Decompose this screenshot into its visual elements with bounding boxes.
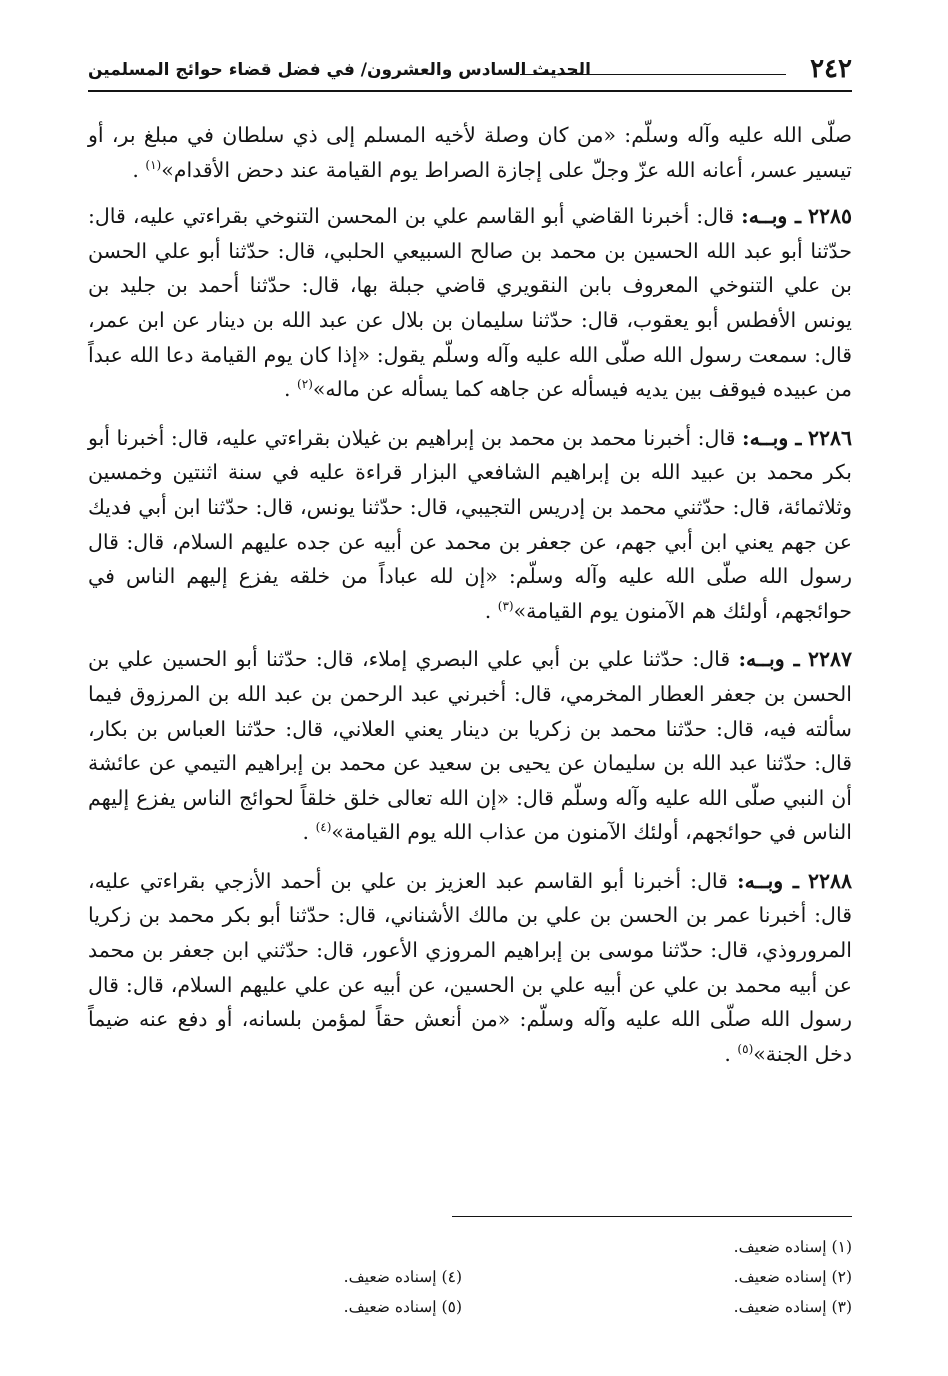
page-header — [88, 52, 852, 92]
footnote-text: إسناده ضعيف. — [733, 1238, 827, 1256]
paragraph-text: قال: أخبرنا محمد بن محمد بن إبراهيم بن غيلان بقراءتي عليه، قال: أخبرنا أبو بكر محمد بن عبيد الله بن إبراهيم الشافعي البزار قراءة عليه في سنة اثنتين وخمسين وثلاثمائة، قال: حدّثني محمد بن إدريس التجيبي، قال: حدّثنا يونس، قال: حدّثنا ابن أبي فديك عن جهم يعني ابن أبي جهم، عن جعفر بن محمد عن أبيه عن جده عليهم السلام، قال: قال رسول الله صلّى الله عليه وآله وسلّم: «إن لله عباداً من خلقه يفزع إليهم الناس في حوائجهم، أولئك هم الآمنون يوم القيامة» — [88, 425, 852, 623]
main-text — [88, 118, 852, 1085]
footnote-ref-1[interactable]: (١) — [145, 157, 162, 172]
footnote-2 — [734, 1262, 852, 1292]
footnote-ref-3[interactable]: (٣) — [497, 598, 514, 613]
paragraph-text: قال: أخبرنا القاضي أبو القاسم علي بن المحسن التنوخي بقراءتي عليه، قال: حدّثنا أبو عبد الله الحسين بن محمد بن صالح السبيعي الحلبي، قال: حدّثنا أبو علي الحسن بن علي التنوخي المعروف بابن النقويري قاضي جبلة بها، قال: حدّثنا أحمد بن جليد بن يونس الأفطس أبو يعقوب، قال: حدّثنا سليمان بن بلال عن عبد الله بن دينار عن ابن عمر، قال: سمعت رسول الله صلّى الله عليه وآله وسلّم يقول: «إذا كان يوم القيامة دعا الله عبداً من عبيده فيوقف بين يديه فيسأله عن جاهه كما يسأله عن ماله» — [88, 204, 852, 402]
footnote-5 — [344, 1292, 462, 1322]
footnote-text: إسناده ضعيف. — [343, 1298, 437, 1316]
footnote-text: إسناده ضعيف. — [343, 1268, 437, 1286]
footnote-1 — [734, 1232, 852, 1262]
paragraph-continuation: صلّى الله عليه وآله وسلّم: «من كان وصلة لأخيه المسلم إلى ذي سلطان في مبلغ بر، أو تيسير عسر، أعانه الله عزّ وجلّ على إجازة الصراط يوم القيامة عند دحض الأقدام»$^{(١)}$ . — [88, 123, 852, 182]
footnote-marker: (٥) — [441, 1298, 462, 1316]
hadith-lead: ـ وبــه: — [742, 425, 802, 450]
footnote-3 — [734, 1292, 852, 1322]
footnote-ref-4[interactable]: (٤) — [315, 820, 332, 835]
hadith-lead: ـ وبــه: — [737, 868, 799, 893]
paragraph-text: قال: حدّثنا علي بن أبي علي البصري إملاء، قال: حدّثنا أبو الحسين علي بن الحسن بن جعفر العطار المخرمي، قال: أخبرني عبد الرحمن بن عبد الله بن المرزوق فيما سألته فيه، قال: حدّثنا محمد بن زكريا بن دينار يعني العلاني، قال: حدّثنا العباس بن بكار، قال: حدّثنا عبد الله بن سليمان عن يحيى بن سعيد عن محمد بن إبراهيم التيمي عن عائشة أن النبي صلّى الله عليه وآله وسلّم قال: «إن الله تعالى خلق خلقاً لحوائج الناس يفزع إليهم الناس في حوائجهم، أولئك الآمنون من عذاب الله يوم القيامة» — [88, 647, 852, 845]
footnote-marker: (١) — [831, 1238, 852, 1256]
footnote-4 — [344, 1262, 462, 1292]
footnote-marker: (٤) — [441, 1268, 462, 1286]
footnote-separator — [452, 1216, 852, 1217]
footnote-text: إسناده ضعيف. — [733, 1268, 827, 1286]
running-title: الحديث السادس والعشرون/ في فضل قضاء حوائج المسلمين — [88, 60, 591, 80]
hadith-lead: ـ وبــه: — [741, 204, 801, 229]
footnotes — [88, 1232, 852, 1324]
page-number: ٢٤٢ — [810, 54, 852, 84]
footnote-ref-5[interactable]: (٥) — [737, 1042, 754, 1057]
hadith-2287: ٢٢٨٧ ـ وبــه: قال: حدّثنا علي بن أبي علي البصري إملاء، قال: حدّثنا أبو الحسين علي بن الحسن بن جعفر العطار المخرمي، قال: أخبرني عبد الرحمن بن عبد الله بن المرزوق فيما سألته فيه، قال: حدّثنا محمد بن زكريا بن دينار يعني العلاني، قال: حدّثنا العباس بن بكار، قال: حدّثنا عبد الله بن سليمان عن يحيى بن سعيد عن محمد بن إبراهيم التيمي عن عائشة أن النبي صلّى الله عليه وآله وسلّم قال: «إن الله تعالى خلق خلقاً لحوائج الناس يفزع إليهم الناس في حوائجهم، أولئك الآمنون من عذاب الله يوم القيامة»$^{(٤)}$ . — [88, 647, 852, 845]
paragraph-text: قال: أخبرنا أبو القاسم عبد العزيز بن علي بن أحمد الأزجي بقراءتي عليه، قال: أخبرنا عمر بن الحسن بن علي بن مالك الأشناني، قال: حدّثنا أبو بكر محمد بن زكريا المروروذي، قال: حدّثنا موسى بن إبراهيم المروزي الأعور، قال: حدّثني ابن جعفر بن محمد عن أبيه محمد بن علي عن أبيه علي بن الحسين، عن أبيه عن علي عليهم السلام، قال: قال رسول الله صلّى الله عليه وآله وسلّم: «من أنعش حقاً لمؤمن بلسانه، أو دفع عنه ضيماً دخل الجنة» — [88, 868, 852, 1066]
hadith-number: ٢٢٨٧ — [807, 647, 852, 672]
paragraph-text: صلّى الله عليه وآله وسلّم: «من كان وصلة لأخيه المسلم إلى ذي سلطان في مبلغ بر، أو تيسير عسر، أعانه الله عزّ وجلّ على إجازة الصراط يوم القيامة عند دحض الأقدام» — [88, 123, 852, 182]
hadith-2285: ٢٢٨٥ ـ وبــه: قال: أخبرنا القاضي أبو القاسم علي بن المحسن التنوخي بقراءتي عليه، قال: حدّثنا أبو عبد الله الحسين بن محمد بن صالح السبيعي الحلبي، قال: حدّثنا أبو علي الحسن بن علي التنوخي المعروف بابن النقويري قاضي جبلة بها، قال: حدّثنا أحمد بن جليد بن يونس الأفطس أبو يعقوب، قال: حدّثنا سليمان بن بلال عن عبد الله بن دينار عن ابن عمر، قال: سمعت رسول الله صلّى الله عليه وآله وسلّم يقول: «إذا كان يوم القيامة دعا الله عبداً من عبيده فيوقف بين يديه فيسأله عن جاهه كما يسأله عن ماله»$^{(٢)}$ . — [88, 204, 852, 402]
hadith-number: ٢٢٨٨ — [807, 868, 852, 893]
hadith-2288: ٢٢٨٨ ـ وبــه: قال: أخبرنا أبو القاسم عبد العزيز بن علي بن أحمد الأزجي بقراءتي عليه، قال: أخبرنا عمر بن الحسن بن علي بن مالك الأشناني، قال: حدّثنا أبو بكر محمد بن زكريا المروروذي، قال: حدّثنا موسى بن إبراهيم المروزي الأعور، قال: حدّثني ابن جعفر بن محمد عن أبيه محمد بن علي عن أبيه علي بن الحسين، عن أبيه عن علي عليهم السلام، قال: قال رسول الله صلّى الله عليه وآله وسلّم: «من أنعش حقاً لمؤمن بلسانه، أو دفع عنه ضيماً دخل الجنة»$^{(٥)}$ . — [88, 868, 852, 1066]
footnote-marker: (٢) — [831, 1268, 852, 1286]
footnote-text: إسناده ضعيف. — [733, 1298, 827, 1316]
hadith-2286: ٢٢٨٦ ـ وبــه: قال: أخبرنا محمد بن محمد بن إبراهيم بن غيلان بقراءتي عليه، قال: أخبرنا أبو بكر محمد بن عبيد الله بن إبراهيم الشافعي البزار قراءة عليه في سنة اثنتين وخمسين وثلاثمائة، قال: حدّثني محمد بن إدريس التجيبي، قال: حدّثنا يونس، قال: حدّثنا ابن أبي فديك عن جهم يعني ابن أبي جهم، عن جعفر بن محمد عن أبيه عن جده عليهم السلام، قال: قال رسول الله صلّى الله عليه وآله وسلّم: «إن لله عباداً من خلقه يفزع إليهم الناس في حوائجهم، أولئك هم الآمنون يوم القيامة»$^{(٣)}$ . — [88, 425, 852, 623]
hadith-number: ٢٢٨٦ — [807, 425, 852, 450]
hadith-number: ٢٢٨٥ — [807, 204, 852, 229]
footnote-marker: (٣) — [831, 1298, 852, 1316]
footnote-ref-2[interactable]: (٢) — [297, 377, 313, 392]
header-underline — [88, 90, 852, 92]
hadith-lead: ـ وبــه: — [738, 647, 800, 672]
